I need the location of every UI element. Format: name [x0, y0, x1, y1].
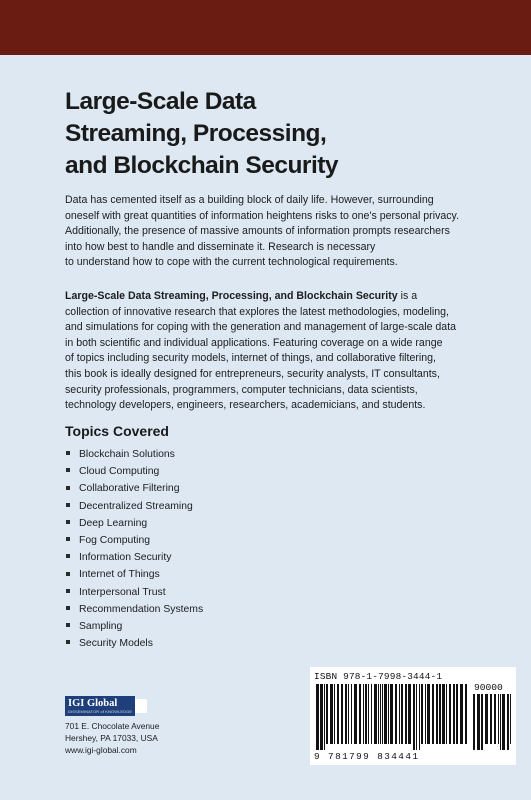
barcode-bar — [446, 684, 447, 744]
topic-label: Interpersonal Trust — [79, 586, 166, 598]
paragraph-first-line — [65, 289, 491, 305]
barcode-bar — [432, 684, 434, 744]
barcode-bar — [330, 684, 333, 744]
barcode-bar — [485, 694, 488, 744]
isbn-barcode — [310, 667, 516, 765]
topic-label: Cloud Computing — [79, 466, 160, 478]
bullet-icon — [66, 606, 70, 610]
paragraph-line: Additionally, the presence of massive amounts of information prompts researchers — [65, 225, 450, 238]
bullet-icon — [66, 537, 70, 541]
topic-label: Internet of Things — [79, 569, 160, 581]
paragraph-line: into how best to handle and disseminate it. Research is necessary — [65, 240, 376, 253]
barcode-bar — [382, 684, 383, 744]
barcode-bar — [390, 684, 393, 744]
barcode-bar — [380, 684, 381, 744]
description-paragraph-2 — [65, 289, 491, 414]
book-title — [65, 86, 485, 182]
paragraph-line: security professionals, programmers, computer technicians, data scientists, — [65, 383, 418, 396]
book-title-inline: Large-Scale Data Streaming, Processing, and Blockchain Security — [65, 290, 398, 302]
barcode-bar — [354, 684, 357, 744]
barcode-bar — [413, 684, 415, 750]
address-line: 701 E. Chocolate Avenue — [65, 721, 160, 731]
barcode-bar — [378, 684, 379, 744]
barcode-digits: 9 781799 834441 — [314, 751, 420, 762]
topic-label: Recommendation Systems — [79, 603, 204, 615]
price-code: 90000 — [474, 682, 503, 693]
paragraph-line: Data has cemented itself as a building block of daily life. However, surrounding — [65, 194, 434, 206]
barcode-bar — [405, 684, 407, 744]
logo-tagline: DISSEMINATOR of KNOWLEDGE — [68, 709, 133, 714]
barcode-bars — [316, 684, 468, 750]
bullet-icon — [66, 554, 70, 558]
barcode-bar — [399, 684, 400, 744]
paragraph-line: technology developers, engineers, researchers, academicians, and students. — [65, 399, 426, 412]
paragraph-line: this book is ideally designed for entrepreneurs, security analysts, IT consultants, — [65, 367, 440, 380]
barcode-bar — [348, 684, 349, 744]
barcode-bar — [500, 694, 501, 750]
barcode-bar — [502, 694, 505, 750]
paragraph-line: and simulations for coping with the generation and management of large-scale data — [65, 321, 457, 334]
topic-item — [66, 601, 203, 618]
barcode-bar — [510, 694, 511, 744]
topic-item — [66, 532, 203, 549]
topic-label: Blockchain Solutions — [79, 449, 175, 460]
topic-item — [66, 584, 203, 601]
topic-label: Security Models — [79, 638, 153, 650]
topic-item — [66, 566, 203, 583]
bullet-icon — [66, 486, 70, 490]
topic-item — [66, 549, 203, 566]
barcode-bar — [507, 694, 509, 750]
barcode-bar — [384, 684, 387, 744]
barcode-bar — [442, 684, 445, 744]
barcode-bar — [456, 684, 458, 744]
topic-item — [66, 635, 203, 652]
barcode-bar — [337, 684, 339, 744]
topic-item — [66, 480, 203, 497]
paragraph-line: collection of innovative research that explores the latest methodologies, modeling, — [65, 305, 449, 318]
topic-label: Fog Computing — [79, 534, 151, 546]
barcode-bar — [359, 684, 361, 744]
top-color-band — [0, 0, 531, 55]
barcode-bar — [425, 684, 426, 744]
bullet-icon — [66, 640, 70, 644]
barcode-bar — [427, 684, 430, 744]
description-paragraph-1 — [65, 193, 491, 271]
barcode-bar — [421, 684, 423, 744]
barcode-bar — [477, 694, 480, 750]
barcode-bar — [498, 694, 499, 744]
barcode-bar — [341, 684, 343, 744]
barcode-bar — [351, 684, 352, 744]
topic-label: Collaborative Filtering — [79, 483, 180, 495]
topic-label: Sampling — [79, 620, 123, 632]
barcode-addon-bars — [473, 694, 513, 750]
topic-label: Deep Learning — [79, 517, 148, 529]
barcode-bar — [439, 684, 441, 744]
barcode-bar — [436, 684, 438, 744]
address-line: Hershey, PA 17033, USA — [65, 733, 158, 743]
title-line: Streaming, Processing, — [65, 120, 327, 147]
logo-tail — [135, 699, 147, 713]
barcode-bar — [481, 694, 483, 750]
barcode-bar — [374, 684, 377, 744]
logo-text: IGI Global — [68, 698, 118, 709]
topic-item — [66, 498, 203, 515]
barcode-bar — [460, 684, 463, 744]
bullet-icon — [66, 572, 70, 576]
topic-item — [66, 515, 203, 532]
bullet-icon — [66, 451, 70, 455]
bullet-icon — [66, 623, 70, 627]
barcode-bar — [388, 684, 389, 744]
barcode-bar — [473, 694, 475, 750]
topic-label: Information Security — [79, 552, 172, 564]
paragraph-line: of topics including security models, internet of things, and collaborative filtering, — [65, 352, 436, 365]
barcode-bar — [371, 684, 372, 744]
barcode-bar — [494, 694, 496, 744]
bullet-icon — [66, 520, 70, 524]
topics-list — [66, 446, 203, 652]
bullet-icon — [66, 503, 70, 507]
barcode-bar — [449, 684, 451, 744]
barcode-bar — [320, 684, 323, 750]
topics-heading: Topics Covered — [65, 423, 169, 439]
barcode-bar — [363, 684, 364, 744]
barcode-bar — [365, 684, 367, 744]
barcode-bar — [395, 684, 397, 744]
title-line: Large-Scale Data — [65, 88, 256, 115]
barcode-bar — [416, 684, 417, 750]
barcode-bar — [334, 684, 335, 744]
barcode-bar — [401, 684, 403, 744]
barcode-bar — [326, 684, 328, 744]
topic-item — [66, 618, 203, 635]
bullet-icon — [66, 589, 70, 593]
barcode-bar — [324, 684, 325, 750]
paragraph-line: oneself with great quantities of information heightens risks to one's personal privacy. — [65, 209, 460, 222]
barcode-bar — [368, 684, 369, 744]
barcode-bar — [316, 684, 319, 750]
bullet-icon — [66, 468, 70, 472]
barcode-bar — [419, 684, 420, 750]
paragraph-line: to understand how to cope with the current technological requirements. — [65, 256, 398, 269]
isbn-text: ISBN 978-1-7998-3444-1 — [314, 671, 443, 682]
barcode-bar — [345, 684, 347, 744]
topic-item — [66, 446, 203, 463]
publisher-address — [65, 720, 159, 756]
title-line: and Blockchain Security — [65, 152, 339, 179]
paragraph-line: in both scientific and individual applications. Featuring coverage on a wide range — [65, 336, 443, 349]
lead-tail: is a — [397, 290, 418, 302]
barcode-bar — [465, 684, 467, 744]
barcode-bar — [490, 694, 492, 744]
barcode-bar — [408, 684, 411, 744]
topic-item — [66, 463, 203, 480]
topic-label: Decentralized Streaming — [79, 500, 193, 512]
barcode-bar — [453, 684, 455, 744]
publisher-logo — [65, 696, 147, 716]
address-line: www.igi-global.com — [65, 745, 137, 755]
